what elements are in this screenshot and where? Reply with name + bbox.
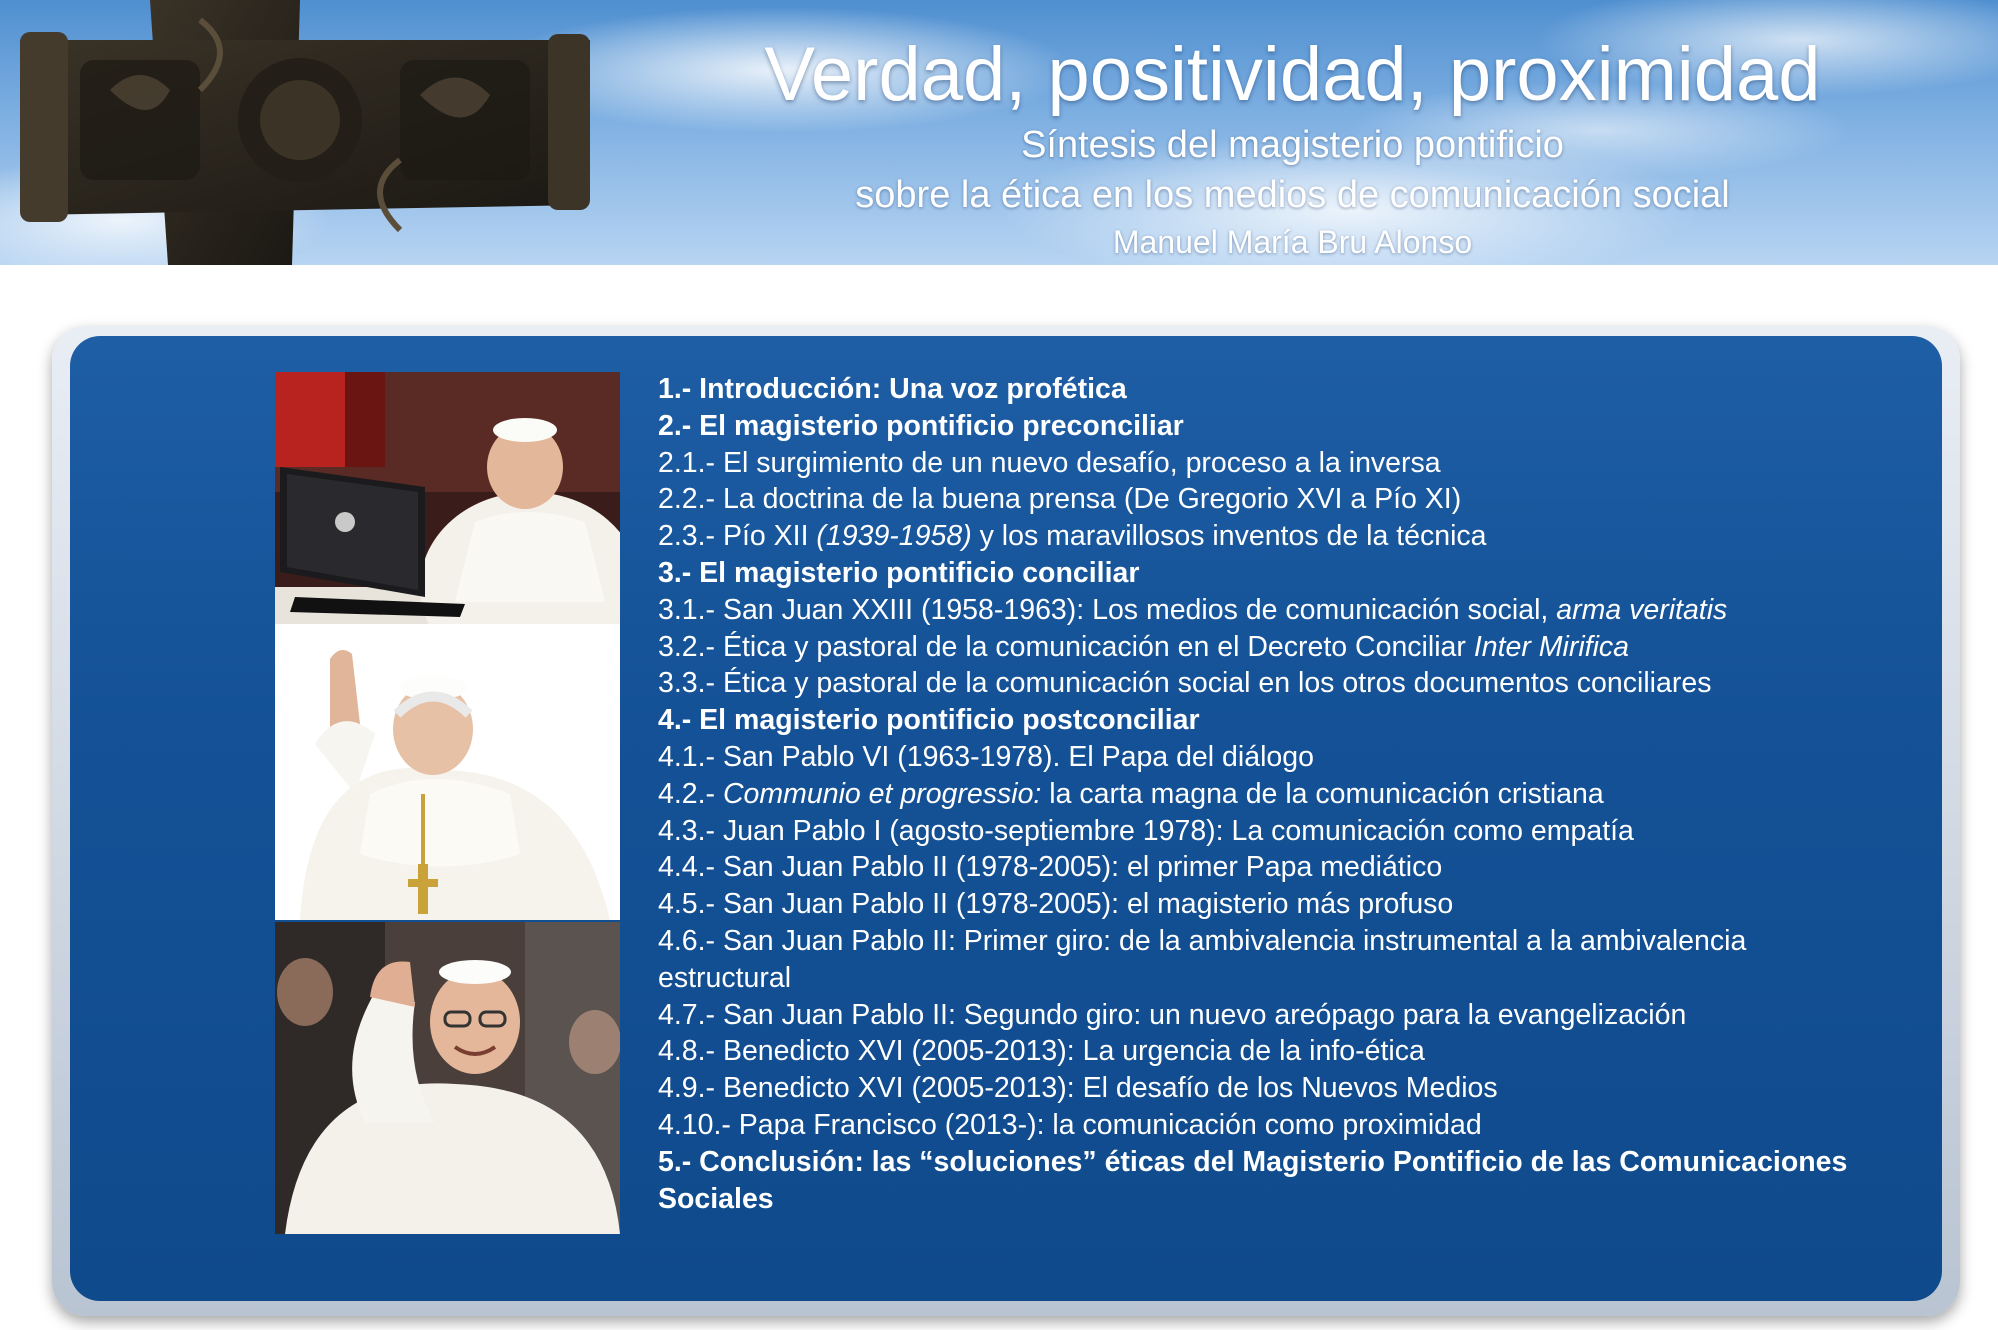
toc-section-heading: 3.- El magisterio pontificio conciliar — [658, 556, 1140, 589]
toc-section-heading: 1.- Introducción: Una voz profética — [658, 373, 1127, 405]
toc-item-italic-text: arma veritatis — [1556, 593, 1728, 626]
toc-item-text: 3.1.- San Juan XXIII (1958-1963): Los medios de comunicación social, — [658, 593, 1557, 626]
toc-subsection-item: 4.6.- San Juan Pablo II: Primer giro: de la ambivalencia instrumental a la ambivalencia estructural — [658, 924, 1747, 994]
subtitle-line-2: sobre la ética en los medios de comunicación social — [855, 174, 1730, 216]
author-name: Manuel María Bru Alonso — [1112, 224, 1473, 260]
toc-item-text: la carta magna de la comunicación cristiana — [1041, 777, 1604, 810]
toc-subsection-item — [658, 592, 1848, 629]
toc-subsection-item: 4.7.- San Juan Pablo II: Segundo giro: un nuevo areópago para la evangelización — [658, 998, 1687, 1031]
toc-item-text: 2.3.- Pío XII — [658, 520, 817, 553]
subtitle-line-1: Síntesis del magisterio pontificio — [1021, 124, 1564, 166]
header-banner — [0, 0, 1998, 265]
toc-section-heading: 2.- El magisterio pontificio preconciliar — [658, 409, 1184, 442]
title-block — [640, 30, 1945, 264]
toc-item-text: 3.2.- Ética y pastoral de la comunicación en el Decreto Conciliar — [658, 630, 1474, 663]
pope-with-laptop-photo — [275, 372, 620, 624]
toc-subsection-item — [658, 518, 1848, 555]
toc-subsection-item — [658, 776, 1848, 813]
toc-item-text: 4.2.- — [658, 777, 723, 810]
pope-smiling-waving-photo — [275, 922, 620, 1234]
toc-subsection-item: 4.10.- Papa Francisco (2013-): la comunicación como proximidad — [658, 1108, 1482, 1141]
toc-subsection-item — [658, 629, 1848, 666]
pope-waving-photo — [275, 624, 620, 920]
toc-item-italic-text: Communio et progressio: — [722, 777, 1042, 810]
toc-subsection-item: 4.8.- Benedicto XVI (2005-2013): La urgencia de la info-ética — [658, 1035, 1425, 1068]
toc-item-text: y los maravillosos inventos de la técnica — [971, 520, 1487, 553]
toc-subsection-item: 4.5.- San Juan Pablo II (1978-2005): el magisterio más profuso — [658, 888, 1454, 921]
toc-section-heading: 5.- Conclusión: las “soluciones” éticas del Magisterio Pontificio de las Comunicaciones Sociales — [658, 1145, 1848, 1215]
toc-subsection-item: 3.3.- Ética y pastoral de la comunicación social en los otros documentos conciliares — [658, 667, 1712, 700]
toc-subsection-item: 4.1.- San Pablo VI (1963-1978). El Papa del diálogo — [658, 740, 1314, 773]
toc-section-heading: 4.- El magisterio pontificio postconciliar — [658, 704, 1200, 737]
toc-item-italic-text: Inter Mirifica — [1473, 630, 1630, 663]
page-title: Verdad, positividad, proximidad — [764, 32, 1821, 117]
toc-subsection-item: 4.4.- San Juan Pablo II (1978-2005): el primer Papa mediático — [658, 851, 1443, 884]
toc-item-italic-text: (1939-1958) — [816, 520, 972, 553]
toc-subsection-item: 4.3.- Juan Pablo I (agosto-septiembre 1978): La comunicación como empatía — [658, 814, 1634, 847]
toc-subsection-item: 2.1.- El surgimiento de un nuevo desafío, proceso a la inversa — [658, 446, 1441, 479]
table-of-contents — [658, 371, 1848, 1217]
toc-subsection-item: 4.9.- Benedicto XVI (2005-2013): El desafío de los Nuevos Medios — [658, 1072, 1498, 1105]
celtic-cross-image — [0, 0, 600, 265]
toc-subsection-item: 2.2.- La doctrina de la buena prensa (De Gregorio XVI a Pío XI) — [658, 483, 1462, 516]
